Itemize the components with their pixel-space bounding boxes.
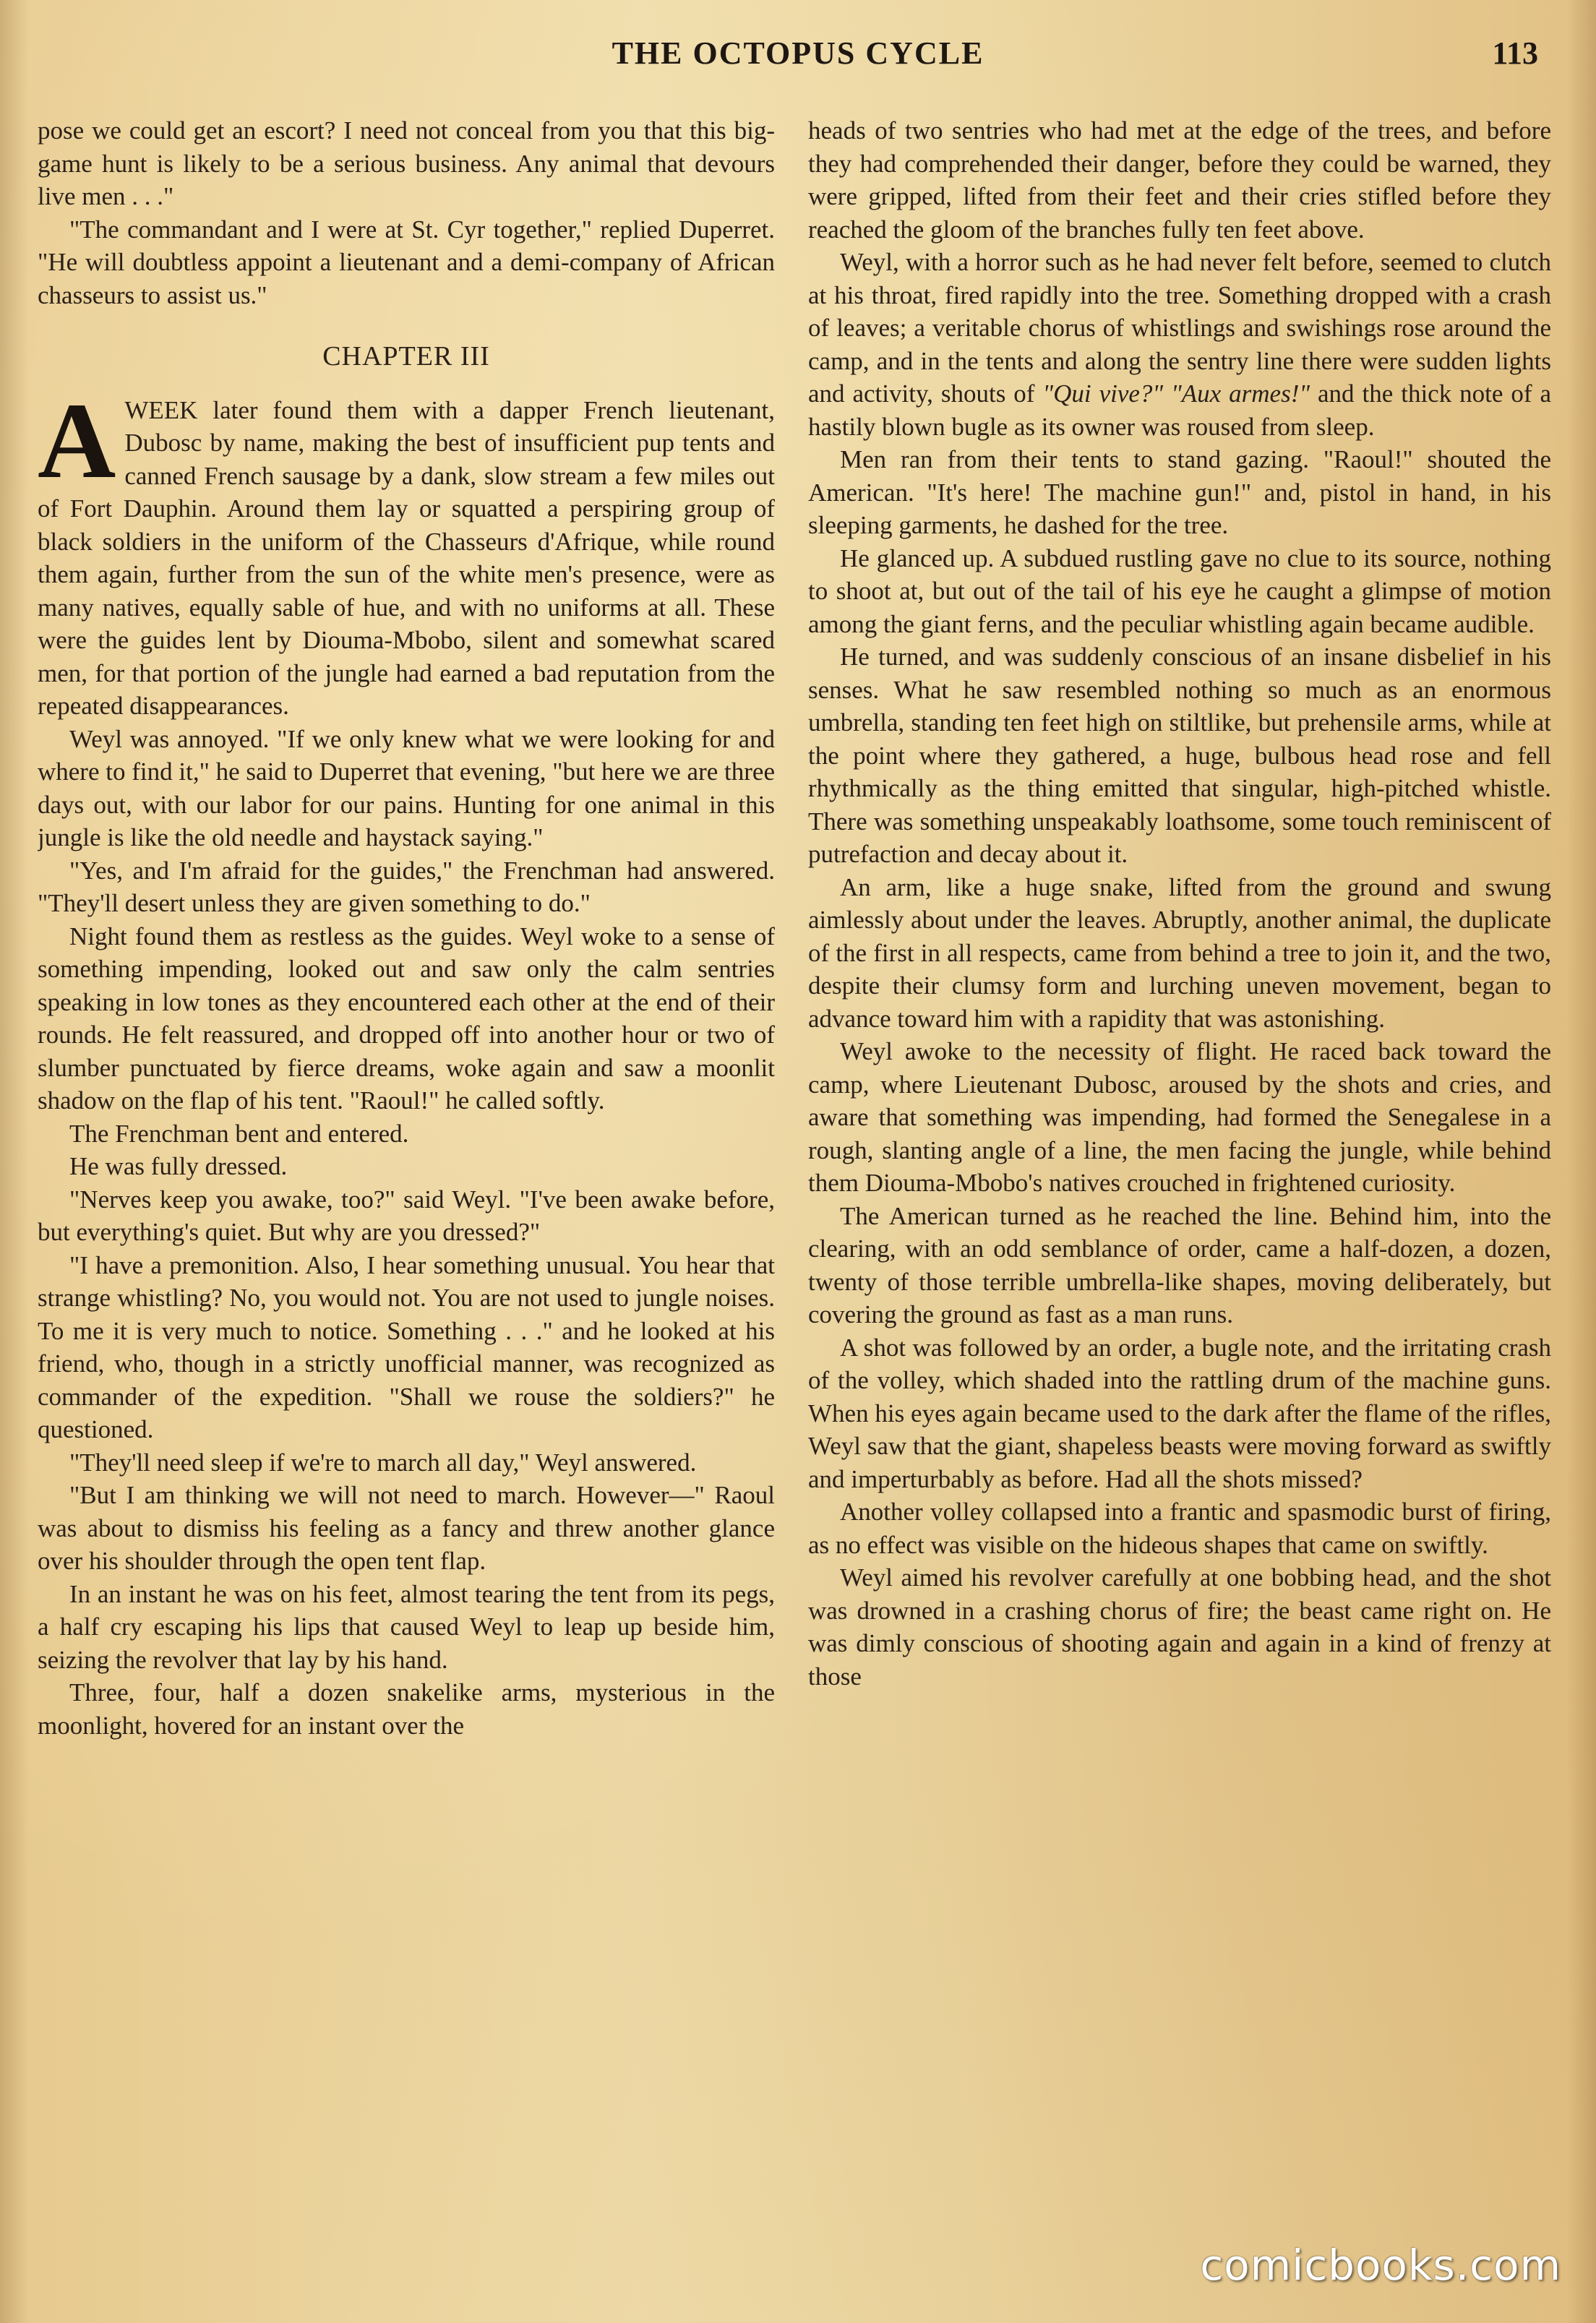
paragraph: Weyl was annoyed. "If we only knew what we were looking for and where to find it," he said to Duperret that evening, "but here we are three days out, with our labor for our pains. Hunting for one animal in this jungle is like the old needle and haystack saying." bbox=[38, 724, 775, 851]
paragraph: "The commandant and I were at St. Cyr together," replied Duperret. "He will doubtless appoint a lieutenant and a demi-company of African chasseurs to assist us." bbox=[38, 215, 775, 309]
italic-phrase: "Qui vive?" bbox=[1042, 379, 1164, 408]
paragraph: Men ran from their tents to stand gazing. "Raoul!" shouted the American. "It's here! The machine gun!" and, pistol in hand, in his sleeping garments, he dashed for the tree. bbox=[808, 445, 1551, 539]
paragraph: A shot was followed by an order, a bugle note, and the irritating crash of the volley, which shaded into the rattling drum of the machine guns. When his eyes again became used to the dark after the flame of the rifles, Weyl saw that the giant, shapeless beasts were moving forward as swiftly and imperturbably as before. Had all the shots missed? bbox=[808, 1333, 1551, 1493]
right-column bbox=[808, 114, 1551, 2254]
left-column bbox=[38, 114, 775, 2254]
paragraph: An arm, like a huge snake, lifted from the ground and swung aimlessly about under the leaves. Abruptly, another animal, the duplicate of the first in all respects, came from behind a tree to join it, and the two, despite their clumsy form and lurching uneven movement, began to advance toward him with a rapidity that was astonishing. bbox=[808, 872, 1551, 1033]
chapter-opening-paragraph bbox=[38, 380, 775, 723]
paragraph: "Yes, and I'm afraid for the guides," the Frenchman had answered. "They'll desert unless they are given something to do." bbox=[38, 856, 775, 917]
paragraph: Night found them as restless as the guides. Weyl woke to a sense of something impending, looked out and saw only the calm sentries speaking in low tones as they encountered each other at the end of their rounds. He felt reassured, and dropped off into another hour or two of slumber punctuated by fierce dreams, woke again and saw a moonlit shadow on the flap of his tent. "Raoul!" he called softly. bbox=[38, 922, 775, 1115]
paragraph: "They'll need sleep if we're to march all day," Weyl answered. bbox=[69, 1448, 697, 1477]
paragraph: pose we could get an escort? I need not conceal from you that this big-game hunt is likely to be a serious business. Any animal that devours live men . . ." bbox=[38, 116, 775, 210]
paragraph: Another volley collapsed into a frantic and spasmodic burst of firing, as no effect was visible on the hideous shapes that came on swiftly. bbox=[808, 1498, 1551, 1559]
lead-word: WEEK bbox=[124, 395, 198, 424]
chapter-heading: CHAPTER III bbox=[322, 341, 490, 372]
paragraph: He was fully dressed. bbox=[69, 1152, 288, 1180]
paragraph: "I have a premonition. Also, I hear something unusual. You hear that strange whistling? No, you would not. You are not used to jungle noises. To me it is very much to notice. Something . . ." and he looked at his friend, who, though in a strictly unofficial manner, was recognized as commander of the expedition. "Shall we rouse the soldiers?" he questioned. bbox=[38, 1250, 775, 1443]
paragraph: The Frenchman bent and entered. bbox=[69, 1119, 409, 1148]
paragraph-text: later found them with a dapper French lieutenant, Dubosc by name, making the best of insufficient pup tents and canned French sausage by a dank, slow stream a few miles out of Fort Dauphin. Around them lay or squatted a perspiring group of black soldiers in the uniform of the Chasseurs d'Afrique, while round them again, further from the sun of the white men's presence, were as many natives, equally sable of hue, and with no uniforms at all. These were the guides lent by Diouma-Mbobo, silent and somewhat scared men, for that portion of the jungle had earned a bad reputation from the repeated disappearances. bbox=[38, 395, 775, 720]
paragraph: "But I am thinking we will not need to march. However—" Raoul was about to dismiss his feeling as a fancy and threw another glance over his shoulder through the open tent flap. bbox=[38, 1481, 775, 1575]
running-title: THE OCTOPUS CYCLE bbox=[612, 35, 984, 71]
paragraph-text: and the thick note of a hastily blown bugle as its owner was roused from sleep. bbox=[808, 379, 1551, 441]
paragraph-text: Weyl, with a horror such as he had never felt before, seemed to clutch at his throat, fired rapidly into the tree. Something dropped with a crash of leaves; a veritable chorus of whistlings and swishings rose around the camp, and in the tents and along the sentry line there were sudden lights and activity, shouts of bbox=[808, 248, 1551, 408]
site-watermark: comicbooks.com bbox=[1200, 2241, 1561, 2290]
left-page-edge bbox=[0, 0, 29, 2323]
page-number: 113 bbox=[1492, 35, 1538, 71]
right-page-edge bbox=[1567, 0, 1596, 2323]
spacer bbox=[1163, 379, 1171, 408]
paragraph: heads of two sentries who had met at the edge of the trees, and before they had comprehended their danger, before they could be warned, they were gripped, lifted from their feet and their cries stifled before they reached the gloom of the branches fully ten feet above. bbox=[808, 116, 1551, 244]
page-header bbox=[0, 35, 1596, 85]
paragraph: "Nerves keep you awake, too?" said Weyl. "I've been awake before, but everything's quiet. But why are you dressed?" bbox=[38, 1185, 775, 1246]
paragraph: The American turned as he reached the line. Behind him, into the clearing, with an odd semblance of order, came a half-dozen, a dozen, twenty of those terrible umbrella-like shapes, moving deliberately, but covering the ground as fast as a man runs. bbox=[808, 1201, 1551, 1328]
paragraph: He glanced up. A subdued rustling gave no clue to its source, nothing to shoot at, but out of the tail of his eye he caught a glimpse of motion among the giant ferns, and the peculiar whistling again became audible. bbox=[808, 544, 1551, 638]
paragraph: He turned, and was suddenly conscious of an insane disbelief in his senses. What he saw resembled nothing so much as an enormous umbrella, standing ten feet high on stiltlike, but prehensile arms, while at the point where they gathered, a huge, bulbous head rose and fell rhythmically as the thing emitted that singular, high-pitched whistle. There was something unspeakably loathsome, some touch reminiscent of putrefaction and decay about it. bbox=[808, 643, 1551, 868]
drop-cap-letter: A bbox=[38, 380, 116, 501]
paragraph: Weyl aimed his revolver carefully at one bobbing head, and the shot was drowned in a crashing chorus of fire; the beast came right on. He was dimly conscious of shooting again and again in a kind of frenzy at those bbox=[808, 1563, 1551, 1691]
paragraph: Three, four, half a dozen snakelike arms, mysterious in the moonlight, hovered for an instant over the bbox=[38, 1678, 775, 1740]
paragraph: Weyl awoke to the necessity of flight. He raced back toward the camp, where Lieutenant Dubosc, aroused by the shots and cries, and aware that something was impending, had formed the Senegalese in a rough, slanting angle of a line, the men facing the jungle, while behind them Diouma-Mbobo's natives crouched in frightened curiosity. bbox=[808, 1037, 1551, 1197]
paragraph: In an instant he was on his feet, almost tearing the tent from its pegs, a half cry escaping his lips that caused Weyl to leap up beside him, seizing the revolver that lay by his hand. bbox=[38, 1579, 775, 1674]
italic-phrase: "Aux armes!" bbox=[1171, 379, 1310, 408]
paragraph bbox=[808, 246, 1551, 443]
